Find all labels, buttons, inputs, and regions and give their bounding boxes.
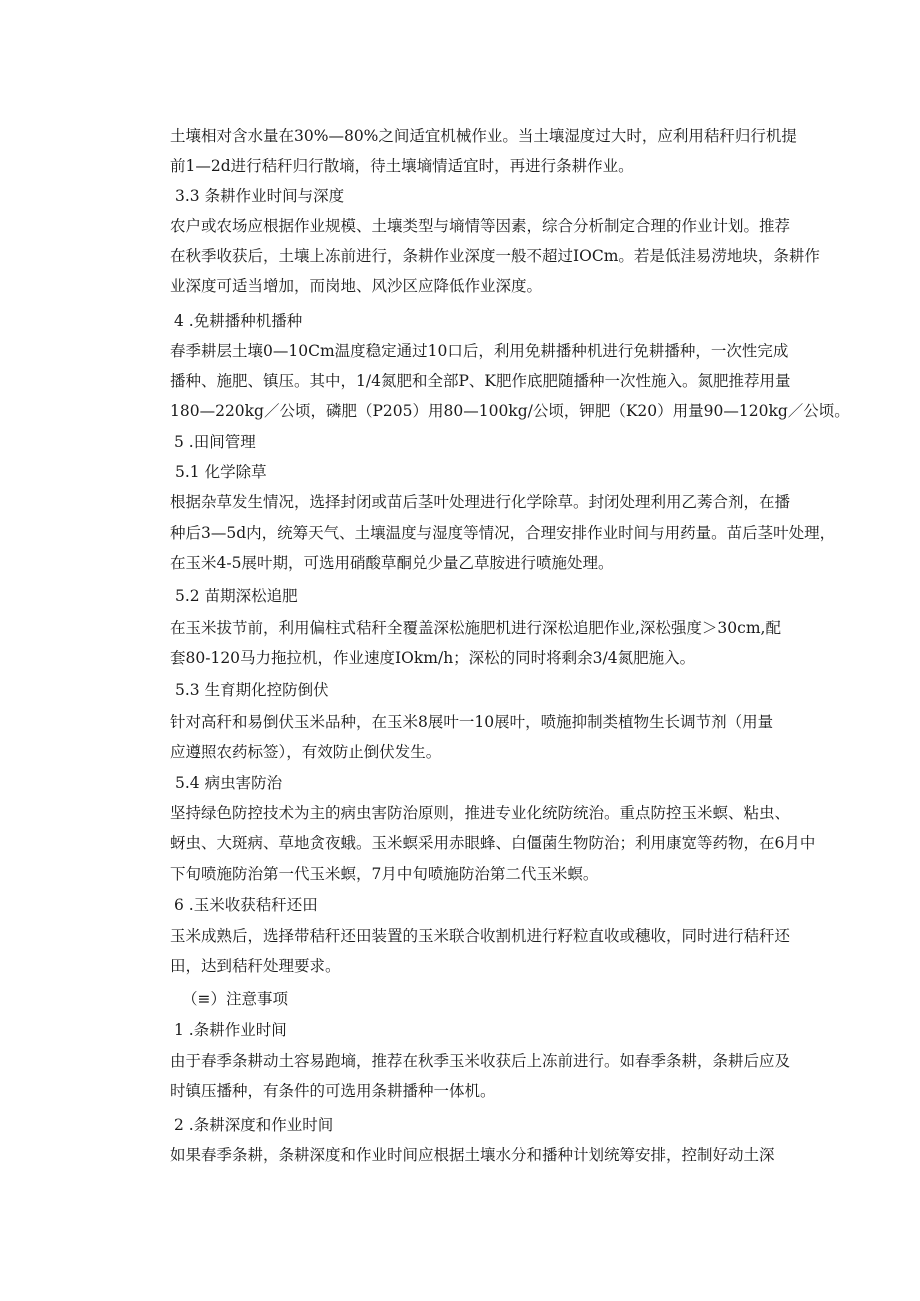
text-line: 在秋季收获后，土壤上冻前进行，条耕作业深度一般不超过IOCm。若是低洼易涝地块，条耕作 [170, 247, 820, 265]
section-heading: 5.2 苗期深松追肥 [175, 587, 298, 605]
section-heading: 1 .条耕作业时间 [174, 1021, 287, 1039]
text-line: 如果春季条耕，条耕深度和作业时间应根据土壤水分和播种计划统筹安排，控制好动土深 [170, 1146, 775, 1164]
text-line: 坚持绿色防控技术为主的病虫害防治原则，推进专业化统防统治。重点防控玉米螟、粘虫、 [170, 804, 791, 822]
text-line: 播种、施肥、镇压。其中，1/4氮肥和全部P、K肥作底肥随播种一次性施入。氮肥推荐用量 [170, 372, 791, 390]
text-line: 土壤相对含水量在30%—80%之间适宜机械作业。当土壤湿度过大时，应利用秸秆归行机提 [170, 127, 797, 145]
text-line: 针对高秆和易倒伏玉米品种，在玉米8展叶一10展叶，喷施抑制类植物生长调节剂（用量 [170, 713, 774, 731]
section-heading: 3.3 条耕作业时间与深度 [175, 187, 345, 205]
text-line: 玉米成熟后，选择带秸秆还田装置的玉米联合收割机进行籽粒直收或穗收，同时进行秸秆还 [170, 927, 791, 945]
text-line: 180—220kg／公顷，磷肥（P205）用80—100kg/公顷，钾肥（K20）用量90—120kg／公顷。 [170, 402, 850, 420]
section-heading: 4 .免耕播种机播种 [174, 312, 303, 330]
section-heading: 5.3 生育期化控防倒伏 [175, 681, 329, 699]
text-line: 业深度可适当增加，而岗地、风沙区应降低作业深度。 [170, 277, 543, 295]
text-line: 种后3—5d内，统筹天气、土壤温度与湿度等情况，合理安排作业时间与用药量。苗后茎叶处理， [170, 524, 836, 542]
text-line: 田，达到秸秆处理要求。 [170, 957, 341, 975]
text-line: 由于春季条耕动土容易跑墒，推荐在秋季玉米收获后上冻前进行。如春季条耕，条耕后应及 [170, 1052, 791, 1070]
text-line: 下旬喷施防治第一代玉米螟，7月中旬喷施防治第二代玉米螟。 [170, 865, 599, 883]
section-heading: 5.4 病虫害防治 [175, 774, 283, 792]
text-line: 根据杂草发生情况，选择封闭或苗后茎叶处理进行化学除草。封闭处理利用乙莠合剂，在播 [170, 493, 791, 511]
section-heading: 5 .田间管理 [174, 433, 256, 451]
text-line: 应遵照农药标签），有效防止倒伏发生。 [170, 743, 442, 761]
section-heading: 5.1 化学除草 [175, 463, 267, 481]
section-heading: 2 .条耕深度和作业时间 [174, 1116, 334, 1134]
section-heading: （≡）注意事项 [182, 990, 288, 1008]
text-line: 在玉米4-5展叶期，可选用硝酸草酮兑少量乙草胺进行喷施处理。 [170, 554, 614, 572]
text-line: 套80-120马力拖拉机，作业速度IOkm/h；深松的同时将剩余3/4氮肥施入。 [170, 649, 696, 667]
text-line: 春季耕层土壤0—10Cm温度稳定通过10口后，利用免耕播种机进行免耕播种，一次性完成 [170, 342, 789, 360]
text-line: 时镇压播种，有条件的可选用条耕播种一体机。 [170, 1082, 496, 1100]
text-line: 农户或农场应根据作业规模、土壤类型与墒情等因素，综合分析制定合理的作业计划。推荐 [170, 217, 791, 235]
text-line: 前1—2d进行秸秆归行散墒，待土壤墒情适宜时，再进行条耕作业。 [170, 157, 634, 175]
text-line: 蚜虫、大斑病、草地贪夜蛾。玉米螟采用赤眼蜂、白僵菌生物防治；利用康宽等药物，在6月中 [170, 834, 816, 852]
section-heading: 6 .玉米收获秸秆还田 [174, 896, 318, 914]
text-line: 在玉米拔节前，利用偏柱式秸秆全覆盖深松施肥机进行深松追肥作业,深松强度＞30cm,配 [170, 619, 781, 637]
